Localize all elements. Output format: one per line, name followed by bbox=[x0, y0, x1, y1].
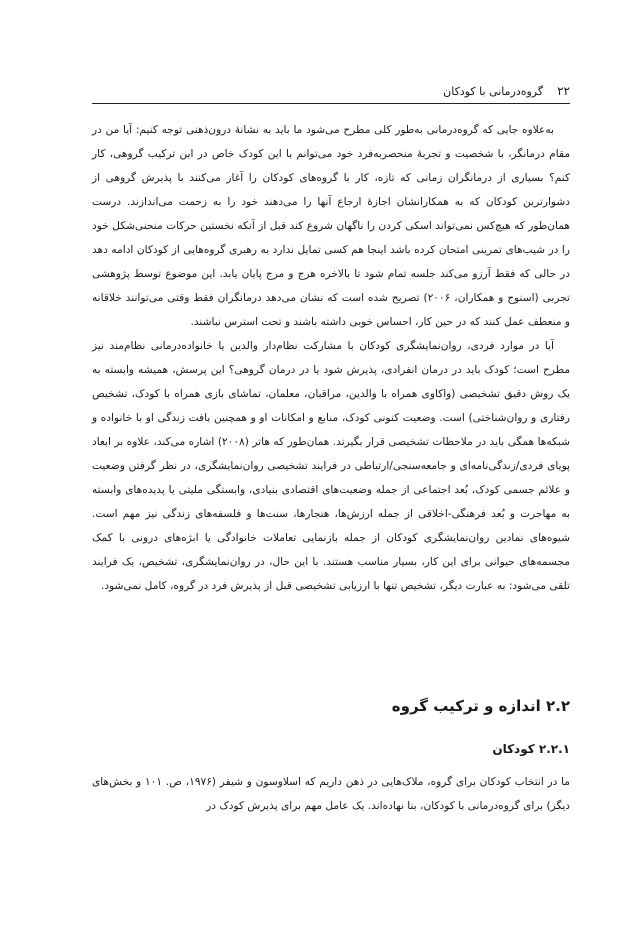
body-text bbox=[92, 118, 570, 598]
running-title: گروه‌درمانی با کودکان bbox=[443, 84, 544, 98]
page-number: ۲۲ bbox=[557, 84, 570, 98]
subsection-heading: ۲.۲.۱ کودکان bbox=[492, 742, 570, 756]
running-header bbox=[92, 80, 570, 102]
header-divider bbox=[92, 103, 570, 104]
paragraph-3: ما در انتخاب کودکان برای گروه، ملاک‌هایی در ذهن داریم که اسلاوسون و شیفر (۱۹۷۶، ص. ۱۰۱ و بخش‌های دیگر) برای گروه‌درمانی با کودکان، بنا نهاده‌اند. یک عامل مهم برای پذیرش کودک در bbox=[92, 776, 570, 812]
section-heading: ۲.۲ اندازه و ترکیب گروه bbox=[391, 697, 570, 715]
paragraph-2: آیا در موارد فردی، روان‌نمایشگری کودکان با مشارکت نظام‌دار والدین یا خانواده‌درمانی نظام‌مند نیز مطرح است؛ کودک باید در درمان انفرادی، پذیرش شود یا در درمان گروهی؟ این پرسش، همیشه وابسته به یک روش دقیق تشخیصی (واکاوی همراه با والدین، مراقبان، معلمان، تماشای بازی همراه با کودک، تشخیص رفتاری و روان‌شناختی) است. وضعیت کنونی کودک، منابع و امکانات او و همچنین بافت زندگی او با خانواده و شبکه‌ها همگی باید در ملاحظات تشخیصی قرار بگیرند. همان‌طور که هاتر (۲۰۰۸) اشاره می‌کند، علاوه بر ابعاد پویای فردی/زندگی‌نامه‌ای و جامعه‌سنجی/ارتباطی در فرایند تشخیصی روان‌نمایشگری، در نظر گرفتن وضعیت و علائم جسمی کودک، بُعد اجتماعی از جمله وضعیت‌های اقتصادی بنیادی، وابستگی ملیتی یا پدیده‌های وابسته به مهاجرت و بُعد فرهنگی-اخلاقی از جمله ارزش‌ها، هنجارها، سنت‌ها و فلسفه‌های زندگی نیز مهم است. شیوه‌های نمادین روان‌نمایشگری کودکان از جمله بازنمایی تعاملات خانوادگی یا ابژه‌های درونی با کمک مجسمه‌های حیوانی برای این کار، بسیار مناسب هستند. با این حال، در روان‌نمایشگری، تشخیص، یک فرایند تلقی می‌شود: به عبارت دیگر، تشخیص تنها با ارزیابی تشخیصی قبل از پذیرش فرد در گروه، کامل نمی‌شود. bbox=[92, 340, 570, 592]
paragraph-1: به‌علاوه جایی که گروه‌درمانی به‌طور کلی مطرح می‌شود ما باید به نشانهٔ درون‌ذهنی توجه کنیم: آیا من در مقام درمانگر، با شخصیت و تجربهٔ منحصربه‌فرد خود می‌توانم با این کودک خاص در این ترکیب گروهی، کار کنم؟ بسیاری از درمانگران زمانی که تازه، کار با گروه‌های کودکان را آغاز می‌کنند با پذیرش گروهی از دشوارترین کودکان که به همکارانشان اجازهٔ ارجاع آنها را می‌دهند خود را به زحمت می‌اندازند. درست همان‌طور که هیچ‌کس نمی‌تواند اسکی کردن را ناگهان شروع کند قبل از آنکه نخستین حرکات منحنی‌شکل خود را در شیب‌های تمرینی امتحان کرده باشد اینجا هم کسی تمایل ندارد به رهبری گروه‌هایی از کودکان ادامه دهد در حالی که فقط آرزو می‌کند جلسه تمام شود تا بالاخره هرج و مرج پایان یابد. این موضوع توسط پژوهشی تجربی (اسنوج و همکاران، ۲۰۰۶) تصریح شده است که نشان می‌دهد درمانگران فقط وقتی می‌توانند خلاقانه و منعطف عمل کنند که در حین کار، احساس خوبی داشته باشند و تحت استرس نباشند. bbox=[92, 124, 570, 328]
